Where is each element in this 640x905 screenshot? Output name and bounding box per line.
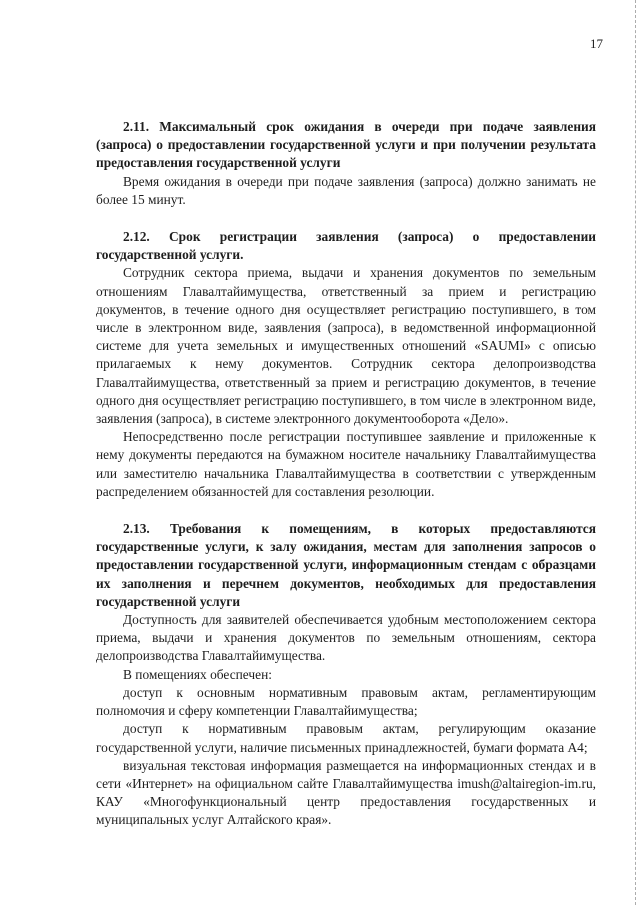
- paragraph: доступ к основным нормативным правовым актам, регламентирующим полномочия и сферу компетенции Главалтайимущества;: [96, 684, 596, 719]
- section-heading-2-12: 2.12. Срок регистрации заявления (запроса) о предоставлении государственной услуги.: [96, 229, 596, 263]
- paragraph: Доступность для заявителей обеспечивается удобным местоположением сектора приема, выдачи и хранения документов по земельным отношениям, сектора делопроизводства Главалтайимущества.: [96, 612, 596, 664]
- page-number: 17: [590, 36, 603, 51]
- paragraph: Время ожидания в очереди при подаче заявления (запроса) должно занимать не более 15 минут.: [96, 173, 596, 207]
- paragraph: Сотрудник сектора приема, выдачи и хранения документов по земельным отношениям Главалтайимущества, ответственный за прием и регистрацию документов, в течение одного дня осуществляет регистрацию поступившего, в том числе в электронном виде, заявления (запроса), в ведомственной информационной системе для учета земельных и имущественных отношений «SAUMI» с описью прилагаемых к нему документов. Сотрудник сектора делопроизводства Главалтайимущества, ответственный за прием и регистрацию документов, в течение одного дня осуществляет регистрацию поступившего, в том числе в электронном виде, заявления (запроса), в системе электронного документооборота «Дело».: [96, 265, 596, 427]
- scan-edge-line: [635, 0, 636, 905]
- section-heading-2-11: 2.11. Максимальный срок ожидания в очереди при подаче заявления (запроса) о предоставлении государственной услуги и при получении результата предоставления государственной услуги: [96, 119, 596, 171]
- paragraph: визуальная текстовая информация размещается на информационных стендах и в сети «Интернет» на официальном сайте Главалтайимущества imush@altairegion-im.ru, КАУ «Многофункциональный центр предоставления государственных и муниципальных услуг Алтайского края».: [96, 757, 596, 828]
- document-body: [96, 118, 596, 830]
- paragraph: Непосредственно после регистрации поступившее заявление и приложенные к нему документы передаются на бумажном носителе начальнику Главалтайимущества или заместителю начальника Главалтайимущества в соответствии с утвержденным распределением обязанностей для составления резолюции.: [96, 429, 596, 499]
- paragraph: В помещениях обеспечен:: [123, 666, 272, 682]
- paragraph: доступ к нормативным правовым актам, регулирующим оказание государственной услуги, наличие письменных принадлежностей, бумаги формата А4;: [96, 721, 596, 755]
- section-heading-2-13: 2.13. Требования к помещениям, в которых предоставляются государственные услуги, к залу ожидания, местам для заполнения запросов о предоставлении государственной услуги, информационным стендам с образцами их заполнения и перечнем документов, необходимых для предоставления государственной услуги: [96, 521, 596, 609]
